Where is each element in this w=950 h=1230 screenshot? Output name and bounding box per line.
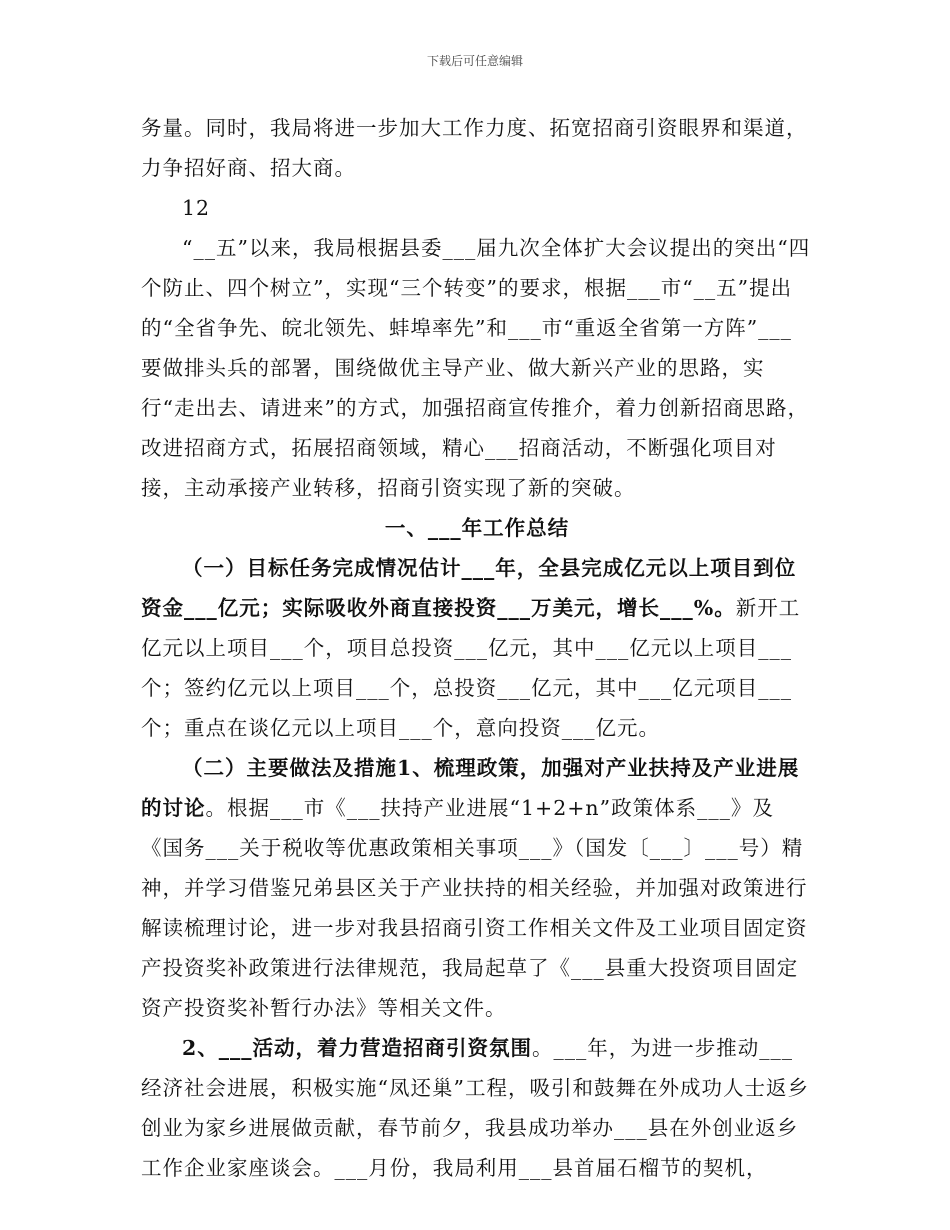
page-header: 下载后可任意编辑 xyxy=(426,54,523,68)
section-heading: 一、___年工作总结 xyxy=(384,516,570,540)
targets-body: 新开工亿元以上项目___个，项目总投资___亿元，其中___亿元以上项目___个；签约亿元以上项目___个，总投资___亿元，其中___亿元项目___个；重点在谈亿元以上项目___个，意向投资___亿元。 xyxy=(141,596,801,740)
measures-body: 。根据___市《___扶持产业进展“1+2+n”政策体系___》及《国务___关于税收等优惠政策相关事项___》（国发〔___〕___号）精神，并学习借鉴兄弟县区关于产业扶持的相关经验，并加强对政策进行解读梳理讨论，进一步对我县招商引资工作相关文件及工业项目固定资产投资奖补政策进行法律规范，我局起草了《___县重大投资项目固定资产投资奖补暂行办法》等相关文件。 xyxy=(141,796,808,1020)
measures-bold-lead: （二）主要做法及措施1、梳理政策，加强对产业扶持及产业进展的讨论 xyxy=(141,756,800,820)
paragraph-intro: “__五”以来，我局根据县委___届九次全体扩大会议提出的突出“四个防止、四个树立”，实现“三个转变”的要求，根据___市“__五”提出的“全省争先、皖北领先、蚌埠率先”和___市“重返全省第一方阵”___要做排头兵的部署，围绕做优主导产业、做大新兴产业的思路，实行“走出去、请进来”的方式，加强招商宣传推介，着力创新招商思路，改进招商方式，拓展招商领域，精心___招商活动，不断强化项目对接，主动承接产业转移，招商引资实现了新的突破。 xyxy=(141,236,811,500)
paragraph-continuation: 务量。同时，我局将进一步加大工作力度、拓宽招商引资眼界和渠道，力争招好商、招大商。 xyxy=(141,116,808,180)
activities-bold-lead: 2、___活动，着力营造招商引资氛围 xyxy=(182,1036,533,1060)
paragraph-activities xyxy=(141,1028,813,1188)
paragraph-measures xyxy=(141,748,813,1028)
targets-bold-lead: （一）目标任务完成情况估计___年，全县完成亿元以上项目到位资金___亿元；实际吸收外商直接投资___万美元，增长___%。 xyxy=(141,556,797,620)
page-number-label: 12 xyxy=(182,196,211,220)
document-body xyxy=(141,108,813,1188)
activities-body: 。___年，为进一步推动___经济社会进展，积极实施“凤还巢”工程，吸引和鼓舞在外成功人士返乡创业为家乡进展做贡献，春节前夕，我县成功举办___县在外创业返乡工作企业家座谈会。___月份，我局利用___县首届石榴节的契机， xyxy=(141,1036,809,1180)
paragraph-targets xyxy=(141,548,813,748)
